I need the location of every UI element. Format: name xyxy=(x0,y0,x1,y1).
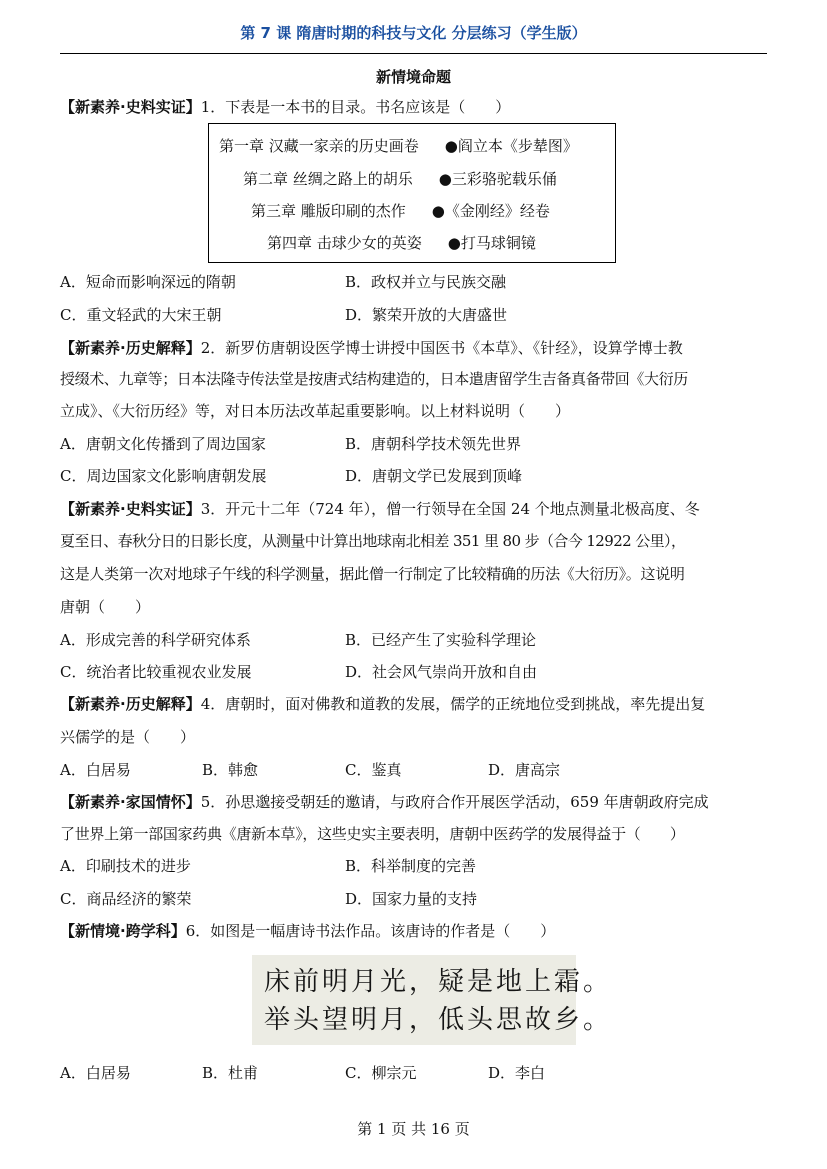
question-3-line-2: 夏至日、春秋分日的日影长度，从测量中计算出地球南北相差 351 里 80 步（合今 12922 公里）， xyxy=(60,532,686,550)
question-6-option-a: A．白居易 xyxy=(60,1064,131,1082)
question-6-stem xyxy=(60,921,555,941)
question-4-option-a: A．白居易 xyxy=(60,761,131,779)
question-4-option-b: B．韩愈 xyxy=(202,761,259,779)
poem-line-1: 床前明月光，疑是地上霜。 xyxy=(264,967,613,997)
toc-row xyxy=(243,169,557,189)
toc-item: ●阎立本《步辇图》 xyxy=(444,137,578,155)
question-5-tag: 【新素养·家国情怀】 xyxy=(60,793,201,811)
question-4-option-c: C．鉴真 xyxy=(345,761,402,779)
question-2-option-a: A．唐朝文化传播到了周边国家 xyxy=(60,435,266,453)
toc-chapter: 第四章 击球少女的英姿 xyxy=(267,234,422,252)
question-5-option-a: A．印刷技术的进步 xyxy=(60,857,191,875)
toc-item: ●三彩骆驼载乐俑 xyxy=(438,170,557,188)
question-5-text: 5．孙思邈接受朝廷的邀请，与政府合作开展医学活动，659 年唐朝政府完成 xyxy=(200,793,709,811)
question-5-line-2: 了世界上第一部国家药典《唐新本草》，这些史实主要表明，唐朝中医药学的发展得益于（ ） xyxy=(60,825,685,843)
question-6-text: 6．如图是一幅唐诗书法作品。该唐诗的作者是（ ） xyxy=(185,922,556,940)
section-title: 新情境命题 xyxy=(375,68,451,86)
question-1-stem xyxy=(60,97,510,117)
table-of-contents-box xyxy=(208,123,616,263)
calligraphy-image xyxy=(252,955,613,1045)
question-5-line-1 xyxy=(60,792,709,812)
question-2-tag: 【新素养·历史解释】 xyxy=(60,339,201,357)
question-3-option-b: B．已经产生了实验科学理论 xyxy=(345,631,537,649)
toc-chapter: 第三章 雕版印刷的杰作 xyxy=(251,202,406,220)
question-1-option-d: D．繁荣开放的大唐盛世 xyxy=(345,306,508,324)
question-6-option-b: B．杜甫 xyxy=(202,1064,259,1082)
question-4-tag: 【新素养·历史解释】 xyxy=(60,695,201,713)
question-4-line-1 xyxy=(60,694,705,714)
document-header: 第 7 课 隋唐时期的科技与文化 分层练习（学生版） xyxy=(240,24,587,42)
question-1-option-b: B．政权并立与民族交融 xyxy=(345,273,507,291)
question-3-line-4: 唐朝（ ） xyxy=(60,598,151,616)
question-4-text: 4．唐朝时，面对佛教和道教的发展，儒学的正统地位受到挑战，率先提出复 xyxy=(200,695,706,713)
question-2-option-b: B．唐朝科学技术领先世界 xyxy=(345,435,522,453)
toc-item: ●打马球铜镜 xyxy=(447,234,536,252)
toc-row xyxy=(267,233,536,253)
question-3-line-3: 这是人类第一次对地球子午线的科学测量，据此僧一行制定了比较精确的历法《大衍历》。这说明 xyxy=(60,565,685,583)
question-6-option-d: D．李白 xyxy=(488,1064,546,1082)
question-2-option-c: C．周边国家文化影响唐朝发展 xyxy=(60,467,267,485)
question-4-line-2: 兴儒学的是（ ） xyxy=(60,728,196,746)
toc-item: ●《金刚经》经卷 xyxy=(431,202,550,220)
question-3-option-a: A．形成完善的科学研究体系 xyxy=(60,631,251,649)
question-1-tag: 【新素养·史料实证】 xyxy=(60,98,201,116)
question-5-option-c: C．商品经济的繁荣 xyxy=(60,890,192,908)
question-2-line-2: 授缀术、九章等；日本法隆寺传法堂是按唐式结构建造的，日本遣唐留学生吉备真备带回《大衍历 xyxy=(60,370,688,388)
question-2-option-d: D．唐朝文学已发展到顶峰 xyxy=(345,467,523,485)
question-3-option-c: C．统治者比较重视农业发展 xyxy=(60,663,252,681)
page-number: 第 1 页 共 16 页 xyxy=(357,1120,470,1138)
question-5-option-d: D．国家力量的支持 xyxy=(345,890,478,908)
question-3-line-1 xyxy=(60,499,700,519)
question-2-line-3: 立成》、《大衍历经》等，对日本历法改革起重要影响。以上材料说明（ ） xyxy=(60,402,571,420)
question-2-line-1 xyxy=(60,338,683,358)
toc-row xyxy=(219,136,578,156)
question-3-option-d: D．社会风气崇尚开放和自由 xyxy=(345,663,538,681)
question-1-option-a: A．短命而影响深远的隋朝 xyxy=(60,273,236,291)
question-3-tag: 【新素养·史料实证】 xyxy=(60,500,201,518)
toc-row xyxy=(251,201,550,221)
toc-chapter: 第一章 汉藏一家亲的历史画卷 xyxy=(219,137,419,155)
toc-chapter: 第二章 丝绸之路上的胡乐 xyxy=(243,170,413,188)
question-3-text: 3．开元十二年（724 年），僧一行领导在全国 24 个地点测量北极高度、冬 xyxy=(200,500,700,518)
question-1-text: 1．下表是一本书的目录。书名应该是（ ） xyxy=(200,98,511,116)
question-4-option-d: D．唐高宗 xyxy=(488,761,561,779)
header-divider xyxy=(60,53,767,54)
question-2-text: 2．新罗仿唐朝设医学博士讲授中国医书《本草》、《针经》，设算学博士教 xyxy=(200,339,683,357)
question-5-option-b: B．科举制度的完善 xyxy=(345,857,477,875)
question-1-option-c: C．重文轻武的大宋王朝 xyxy=(60,306,222,324)
question-6-option-c: C．柳宗元 xyxy=(345,1064,417,1082)
poem-line-2: 举头望明月，低头思故乡。 xyxy=(264,1005,613,1035)
question-6-tag: 【新情境·跨学科】 xyxy=(60,922,186,940)
